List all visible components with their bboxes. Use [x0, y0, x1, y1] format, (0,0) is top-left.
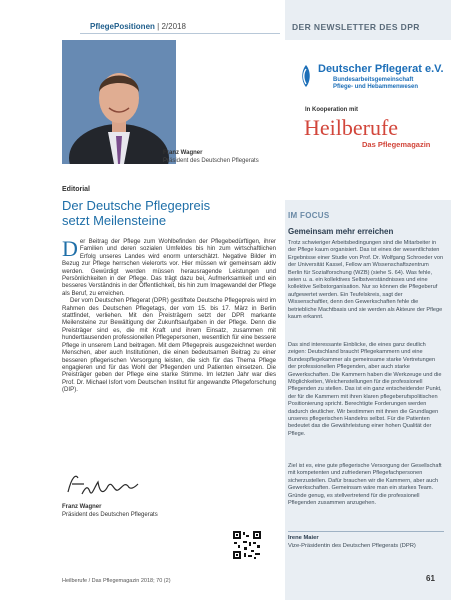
- focus-paragraph-3: [288, 463, 444, 507]
- editorial-headline: [62, 198, 262, 228]
- heilberufe-logo: Heilberufe: [304, 115, 399, 140]
- header-separator: |: [157, 22, 162, 31]
- photo-caption-role: Präsident des Deutschen Pflegerats: [163, 158, 259, 164]
- handwritten-signature: [62, 468, 142, 502]
- footer-citation: Heilberufe / Das Pflegemagazin 2018; 70 (2): [62, 578, 171, 584]
- focus-signer-role: Vize-Präsidentin des Deutschen Pflegerats (DPR): [288, 543, 416, 549]
- focus-subheading: Gemeinsam mehr erreichen: [288, 227, 394, 236]
- editorial-dropcap: D: [62, 236, 78, 261]
- newsletter-title: DER NEWSLETTER DES DPR: [292, 22, 420, 32]
- dpr-logo-sub2: Pflege- und Hebammenwesen: [333, 84, 419, 90]
- focus-paragraph-3-text: Ziel ist es, eine gute pflegerische Versorgung der Gesellschaft mit kompetenten und zufriedenen Pflegefachpersonen sicherzustellen. Dafür brauchen wir die Kammern, aber auch Gewerkschaften. Gemeinsam wäre man ein starkes Team. Gründe genug, es stellvertretend für die professionell Pflegenden zusammen anzugehen.: [288, 463, 442, 507]
- dpr-logo-name: Deutscher Pflegerat e.V.: [318, 63, 444, 75]
- editorial-signer-role: Präsident des Deutschen Pflegerats: [62, 512, 158, 518]
- editorial-headline-line1: Der Deutsche Pflegepreis: [62, 198, 211, 213]
- author-photo: [62, 40, 176, 164]
- editorial-paragraph-1: er Beitrag der Pflege zum Wohlbefinden der Pflegebedürftigen, ihrer Familien und deren sozialen Umfeldes bis hin zum wirtschaftlichen Erfolg unseres Landes wird enorm unterschätzt. Negative Bilder im Bezug zur Pflege herrschen vielerorts vor. Hier müssen wir gemeinsam aktiv werden. Gewürdigt werden müssen herausragende Leistungen und Persönlichkeiten in der Pflege. Das trägt dazu bei, Aufmerksamkeit und ein besseres Verständnis in der Öffentlichkeit, bis hin zum Imagewandel der Pflege als Beruf, zu erreichen.: [62, 238, 276, 297]
- focus-heading: IM FOCUS: [288, 211, 330, 220]
- page-number: 61: [426, 574, 435, 583]
- header-section: PflegePositionen: [90, 22, 155, 31]
- dpr-logo-icon: [297, 63, 315, 89]
- editorial-signer-name: Franz Wagner: [62, 504, 102, 510]
- focus-paragraph-2: [288, 342, 444, 438]
- focus-paragraph-1-text: Trotz schwieriger Arbeitsbedingungen sind die Mitarbeiter in der Pflege kaum organisiert. Das ist eines der wesentlichsten Ergebnisse einer Studie von Prof. Dr. Wolfgang Schroeder von der Universität Kassel, Fellow am Wissenschaftszentrum Berlin für Sozialforschung (WZB) (siehe S. 64). Was fehle, seien u. a. ein kollektives Selbstverständnisses und eine kollektive Selbstorganisation. Nur so können die Pflegeberuf aufgewertet werden. Ein Teufelskreis, sagt der Wissenschaftler, denn den Gewerkschaften fehle die betriebliche Machtbasis und sie werden als Akteure der Pflege kaum erkannt.: [288, 240, 444, 321]
- header-issue: 2/2018: [161, 22, 186, 31]
- cooperation-label: In Kooperation mit: [305, 107, 358, 113]
- dpr-logo-sub1: Bundesarbeitsgemeinschaft: [333, 77, 414, 83]
- focus-signature-rule: [288, 531, 444, 532]
- editorial-headline-line2: setzt Meilensteine: [62, 213, 167, 228]
- editorial-kicker: Editorial: [62, 186, 91, 193]
- header-publication: [90, 22, 186, 31]
- focus-paragraph-2-text: Das sind interessante Einblicke, die eines ganz deutlich zeigen: Deutschland braucht Pflegekammern und eine Bundespflegekammer als gemeinsame starke Vertretungen der professionellen Pflegenden, aber auch starke Gewerkschaften. Die Kammern haben die Werkzeuge und die Möglichkeiten, Weichenstellungen für die professionell Pflegenden zu stellen. Das ist ein ganz entscheidender Punkt, der für die Kammern mit ihren klaren pflegeberufspolitischen Positionierung spricht. Berechtigte Forderungen werden dadurch deutlicher. Wir bestimmen mit ihnen die Grundlagen unseres pflegerischen Handelns selbst. Für die Patienten bedeutet das die Gewährleistung einer hohen Qualität der Pflege.: [288, 342, 442, 437]
- qr-code-icon[interactable]: [232, 530, 262, 560]
- editorial-body: [62, 238, 276, 394]
- header-rule: [80, 33, 280, 34]
- editorial-paragraph-2: Der vom Deutschen Pflegerat (DPR) gestiftete Deutsche Pflegepreis wird im Rahmen des Deutschen Pflegetags, der vom 15. bis 17. März in Berlin stattfindet, verliehen. Mit den Preisträgern setzt der DPR markante Meilensteine zur Bewältigung der Zukunftsaufgaben in der Pflege. Denn die Preisträger sind es, die mit Kraft und ihrem Einsatz, zusammen mit hunderttausenden professionellen Pflegepersonen, wesentlich für eine bessere Pflege in unserem Land beitragen. Mit dem Pflegepreis ausgezeichnet werden Menschen, aber auch Institutionen, die einen bedeutsamen Beitrag zu einer besseren pflegerischen Versorgung leisten, die sich für das Thema Pflege engagieren und für das Wohl der Pflegenden und Patienten einsetzen. Die Preisträger geben der Pflege eine starke Stimme. Im letzten Jahr war dies Prof. Dr. Michael Isfort vom Deutschen Institut für angewandte Pflegeforschung (DIP).: [62, 297, 276, 394]
- focus-signer-name: Irene Maier: [288, 535, 319, 541]
- pflegemagazin-label: Das Pflegemagazin: [362, 140, 431, 149]
- focus-paragraph-1: [288, 240, 444, 321]
- photo-caption-name: Franz Wagner: [163, 150, 203, 156]
